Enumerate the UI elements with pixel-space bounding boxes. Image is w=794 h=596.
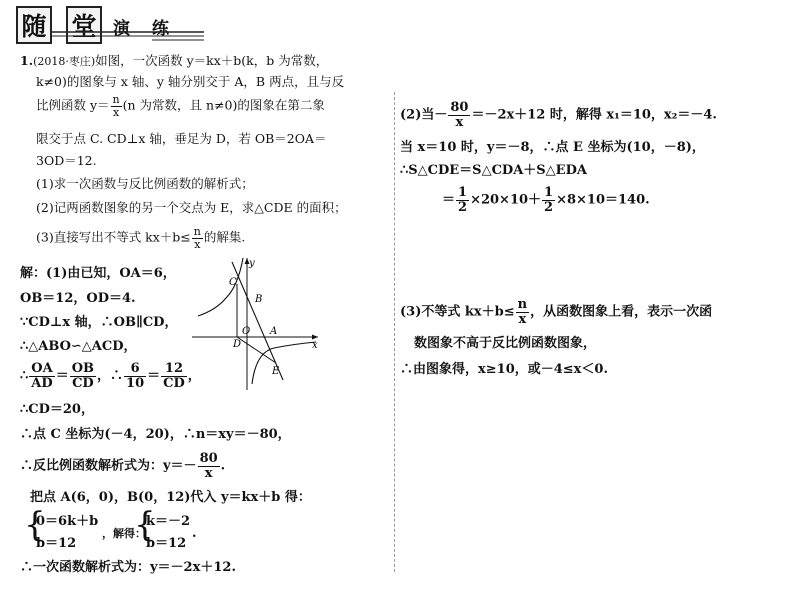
solution-left-5 [20,362,201,390]
solution-left-7: ∴点 C 坐标为(－4，20)，∴n＝xy＝－80， [20,427,291,442]
solution-right-7: ∴由图象得，x≥10，或－4≤x＜0. [400,362,608,377]
solution-right-3: ∴S△CDE＝S△CDA＋S△EDA [400,163,587,178]
label-e: E [272,366,280,377]
function-graph [186,252,326,392]
fraction-ob-cd [70,362,96,390]
sol-text: ，从函数图象上看，表示一次函 [530,304,713,320]
problem-text-3b: (n 为常数，且 n≠0)的图象在第二象 [122,97,325,113]
frac-num: OA [31,361,53,376]
question-3-text-b: 的解集. [203,229,246,245]
fraction-12-cd [161,362,187,390]
system-sol-1: k＝－2 [146,514,191,529]
solution-left-4: ∴△ABO∽△ACD， [20,339,137,354]
frac-num: 6 [124,362,146,377]
label-y: y [249,258,255,269]
frac-num: 12 [161,362,187,377]
problem-fraction-1 [111,94,122,118]
problem-line-4: 限交于点 C. CD⊥x 轴，垂足为 D，若 OB＝2OA＝ [36,131,327,146]
solution-left-1: 解：(1)由已知，OA＝6， [20,266,176,281]
frac-num: 1 [458,185,468,200]
solution-left-11: ∴一次函数解析式为：y＝－2x＋12. [20,560,236,575]
frac-num: n [193,225,201,238]
frac-den: 10 [126,375,145,391]
header-char-3: 演 [113,19,130,39]
frac-num: 80 [199,451,218,466]
sol-text: ×8×10＝140. [556,192,650,208]
solution-left-3: ∵CD⊥x 轴，∴OB∥CD， [20,315,178,330]
sol-text: ∴ [20,368,29,384]
solution-left-9: 把点 A(6，0)，B(0，12)代入 y＝kx＋b 得： [30,490,311,505]
frac-den: x [112,105,120,119]
frac-den: 2 [458,199,468,215]
hyperbola-branch-4 [252,342,316,384]
question-3 [36,226,245,250]
frac-den: CD [163,375,185,391]
frac-den: x [204,465,213,481]
sol-text: ×20×10＋ [470,192,542,208]
sol-text: ，∴ [97,368,124,384]
system-eq-2: b＝12 [36,536,77,551]
label-a: A [270,326,278,337]
solution-right-4 [442,186,650,214]
problem-line-5: 3OD＝12. [36,153,97,168]
header-char-4: 练 [152,19,169,39]
problem-number: 1. [20,53,34,68]
problem-line-2: k≠0)的图象与 x 轴、y 轴分别交于 A，B 两点，且与反 [36,74,345,89]
system-middle: ，解得： [102,527,146,540]
frac-num: 80 [450,100,469,115]
question-2: (2)记两函数图象的另一个交点为 E，求△CDE 的面积； [36,200,347,215]
fraction-80-x [198,452,220,480]
question-3-text-a: (3)直接写出不等式 kx＋b≤ [36,229,191,245]
solution-left-8 [20,452,225,480]
solution-left-6: ∴CD＝20， [20,402,94,417]
label-o: O [242,326,251,337]
fraction-oa-ad [29,362,54,390]
label-b: B [255,294,263,305]
frac-num: 1 [544,185,554,200]
fraction-80-x [448,101,470,129]
frac-den: x [194,237,201,251]
label-d: D [233,339,242,350]
problem-text-1: 如图，一次函数 y＝kx＋b(k，b 为常数， [95,53,329,68]
header-rule [16,6,206,44]
question-1: (1)求一次函数与反比例函数的解析式； [36,176,254,191]
fraction-half-1 [456,186,469,214]
sol-text: ＝ [147,368,161,384]
frac-den: AD [31,375,53,391]
solution-right-1 [400,101,717,129]
system-eq-1: 0＝6k＋b [36,514,99,529]
system-brace-1: { [24,505,46,545]
label-x: x [312,340,318,351]
problem-line-3 [36,94,325,118]
problem-text-3a: 比例函数 y＝ [36,97,110,113]
sol-text: (3)不等式 kx＋b≤ [400,304,515,320]
sol-text: ＝－2x＋12 时，解得 x₁＝10，x₂＝－4. [471,107,717,123]
system-brace-2: { [134,505,156,545]
frac-num: n [112,93,120,106]
sol-text: . [220,458,226,474]
question-3-fraction [192,226,203,250]
problem-line-1 [20,50,328,72]
sol-text: ＝ [442,192,456,208]
frac-den: CD [72,375,94,391]
fraction-half-2 [542,186,555,214]
sol-text: ， [187,368,201,384]
x-axis-arrow [312,335,318,340]
frac-num: n [517,297,528,312]
solution-left-2: OB＝12，OD＝4. [20,291,136,306]
fraction-n-x [516,298,529,326]
fraction-6-10 [124,362,146,390]
system-sol-2: b＝12 [146,536,187,551]
solution-right-5 [400,298,712,326]
frac-den: x [518,311,527,327]
sol-text: (2)当－ [400,107,448,123]
solution-right-6: 数图象不高于反比例函数图象， [414,336,597,351]
system-end: . [192,526,197,541]
label-c: C [229,277,237,288]
column-divider [394,92,395,572]
frac-den: 2 [544,199,554,215]
solution-right-2: 当 x＝10 时，y＝－8，∴点 E 坐标为(10，－8)， [400,140,705,155]
frac-num: OB [71,361,95,376]
sol-text: ＝ [55,368,69,384]
problem-source: (2018·枣庄) [33,55,96,68]
header-char-2: 堂 [66,6,102,44]
header-char-1: 随 [16,6,52,44]
sol-text: ∴反比例函数解析式为：y＝－ [20,458,197,474]
frac-den: x [455,114,464,130]
